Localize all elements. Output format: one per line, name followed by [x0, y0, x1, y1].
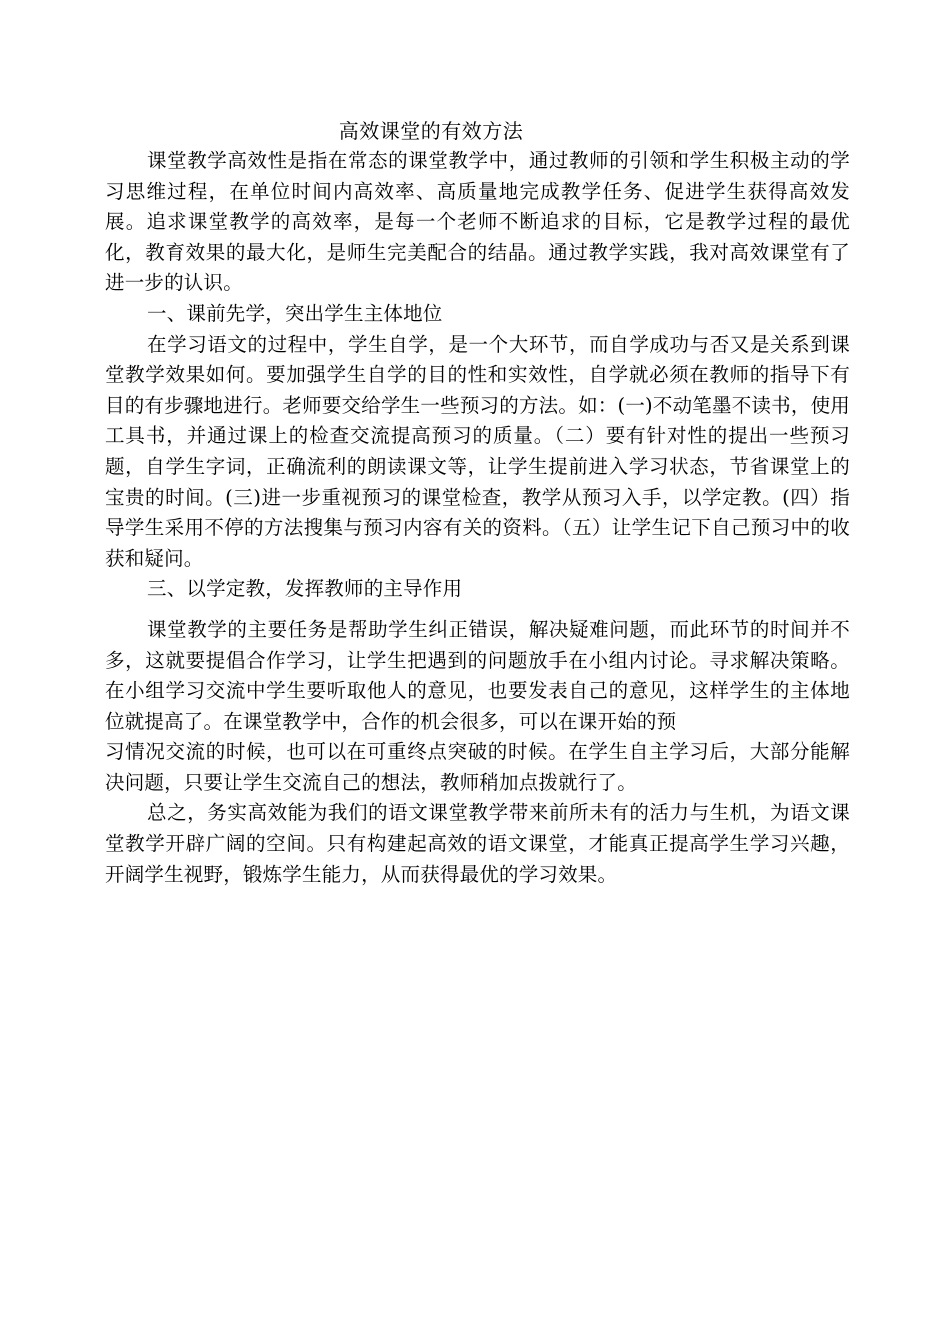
paragraph-conclusion: 总之，务实高效能为我们的语文课堂教学带来前所未有的活力与生机，为语文课堂教学开辟广阔的空间。只有构建起高效的语文课堂，才能真正提高学生学习兴趣，开阔学生视野，锻炼学生能力，从而获得最优的学习效果。: [105, 801, 850, 886]
paragraph-gap: [105, 605, 850, 615]
paragraph-cooperation-continued: 习情况交流的时候，也可以在可重终点突破的时候。在学生自主学习后，大部分能解决问题，只要让学生交流自己的想法，教师稍加点拨就行了。: [105, 740, 850, 794]
paragraph-intro: 课堂教学高效性是指在常态的课堂教学中，通过教师的引领和学生积极主动的学习思维过程，在单位时间内高效率、高质量地完成教学任务、促进学生获得高效发展。追求课堂教学的高效率，是每一个老师不断追求的目标，它是教学过程的最优化，教育效果的最大化，是师生完美配合的结晶。通过教学实践，我对高效课堂有了进一步的认识。: [105, 149, 850, 295]
paragraph-cooperation: 课堂教学的主要任务是帮助学生纠正错误，解决疑难问题，而此环节的时间并不多，这就要提倡合作学习，让学生把遇到的问题放手在小组内讨论。寻求解决策略。在小组学习交流中学生要听取他人的意见，也要发表自己的意见，这样学生的主体地位就提高了。在课堂教学中，合作的机会很多，可以在课开始的预: [105, 617, 850, 733]
paragraph-self-study: 在学习语文的过程中，学生自学，是一个大环节，而自学成功与否又是关系到课堂教学效果如何。要加强学生自学的目的性和实效性，自学就必须在教师的指导下有目的有步骤地进行。老师要交给学生一些预习的方法。如：(一)不动笔墨不读书，使用工具书，并通过课上的检查交流提高预习的质量。（二）要有针对性的提出一些预习题，自学生字词，正确流利的朗读课文等，让学生提前进入学习状态，节省课堂上的宝贵的时间。(三)进一步重视预习的课堂检查，教学从预习入手，以学定教。(四）指导学生采用不停的方法搜集与预习内容有关的资料。（五）让学生记下自己预习中的收获和疑问。: [105, 332, 850, 570]
document-body: [105, 146, 850, 890]
document-title: 高效课堂的有效方法: [338, 119, 524, 143]
section-heading-3: 三、以学定教，发挥教师的主导作用: [147, 577, 463, 601]
section-heading-1: 一、课前先学，突出学生主体地位: [147, 301, 443, 325]
